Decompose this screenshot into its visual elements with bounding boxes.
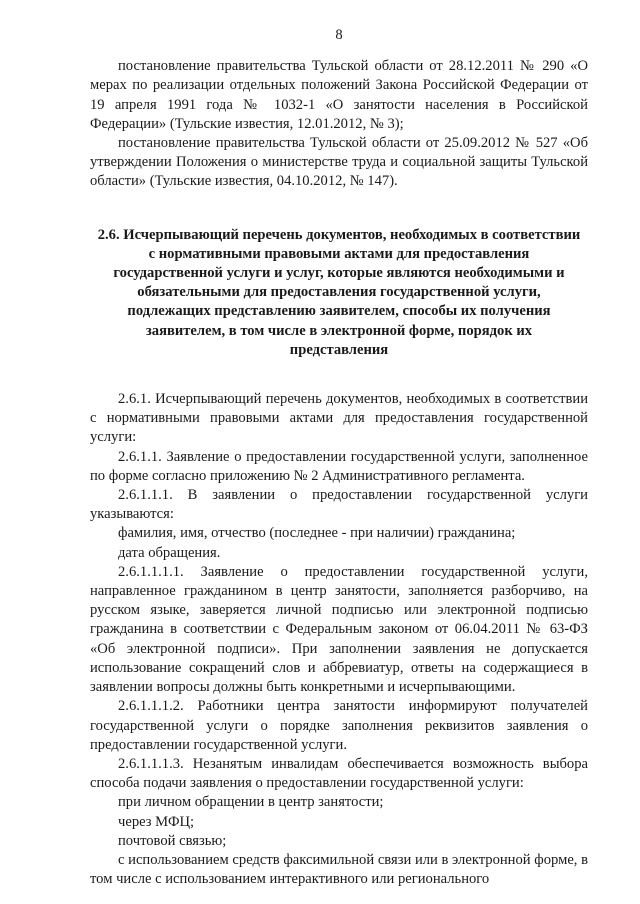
- body-paragraph: 2.6.1.1.1.3. Незанятым инвалидам обеспечивается возможность выбора способа подачи заявления о предоставлении государственной услуги:: [90, 755, 588, 792]
- body-paragraph: с использованием средств факсимильной связи или в электронной форме, в том числе с использованием интерактивного или регионального: [90, 851, 588, 888]
- intro-paragraph: постановление правительства Тульской области от 28.12.2011 № 290 «О мерах по реализации отдельных положений Закона Российской Федерации от 19 апреля 1991 года № 1032-1 «О занятости населения в Российской Федерации» (Тульские известия, 12.01.2012, № 3);: [90, 58, 588, 132]
- heading-line: 2.6. Исчерпывающий перечень документов, необходимых в соответствии: [97, 226, 581, 243]
- heading-line: государственной услуги и услуг, которые являются необходимыми и: [113, 265, 565, 282]
- body-paragraph: почтовой связью;: [118, 832, 227, 849]
- body-paragraph: дата обращения.: [118, 544, 221, 561]
- heading-line: обязательными для предоставления государственной услуги,: [137, 284, 541, 301]
- body-paragraph: 2.6.1.1.1. В заявлении о предоставлении государственной услуги указываются:: [90, 487, 588, 523]
- body-paragraph: 2.6.1.1.1.2. Работники центра занятости информируют получателей государственной услуги о порядке заполнения реквизитов заявления о предоставлении государственной услуги.: [90, 698, 588, 753]
- heading-line: подлежащих представлению заявителем, способы их получения: [127, 303, 551, 320]
- body-paragraph: при личном обращении в центр занятости;: [118, 794, 384, 811]
- section-heading: [90, 226, 588, 360]
- body-paragraph: через МФЦ;: [118, 813, 195, 830]
- heading-line: представления: [289, 341, 389, 358]
- page-number: 8: [335, 27, 343, 43]
- heading-line: с нормативными правовыми актами для предоставления: [148, 245, 530, 262]
- body-paragraph: 2.6.1.1.1.1. Заявление о предоставлении государственной услуги, направленное гражданином в центр занятости, заполняется разборчиво, на русском языке, заверяется личной подписью или электронной подписью гражданина в соответствии с Федеральным законом от 06.04.2011 № 63-ФЗ «Об электронной подписи». При заполнении заявления не допускается использование сокращений слов и аббревиатур, ответы на содержащиеся в заявлении вопросы должны быть конкретными и исчерпывающими.: [90, 563, 588, 696]
- intro-paragraph: постановление правительства Тульской области от 25.09.2012 № 527 «Об утверждении Положения о министерстве труда и социальной защиты Тульской области» (Тульские известия, 04.10.2012, № 147).: [90, 135, 588, 190]
- body-paragraph: 2.6.1.1. Заявление о предоставлении государственной услуги, заполненное по форме согласно приложению № 2 Административного регламента.: [90, 448, 588, 484]
- heading-line: заявителем, в том числе в электронной форме, порядок их: [145, 322, 533, 339]
- body-paragraph: фамилия, имя, отчество (последнее - при наличии) гражданина;: [118, 525, 516, 542]
- body-paragraph: 2.6.1. Исчерпывающий перечень документов, необходимых в соответствии с нормативными правовыми актами для предоставления государственной услуги:: [90, 391, 588, 446]
